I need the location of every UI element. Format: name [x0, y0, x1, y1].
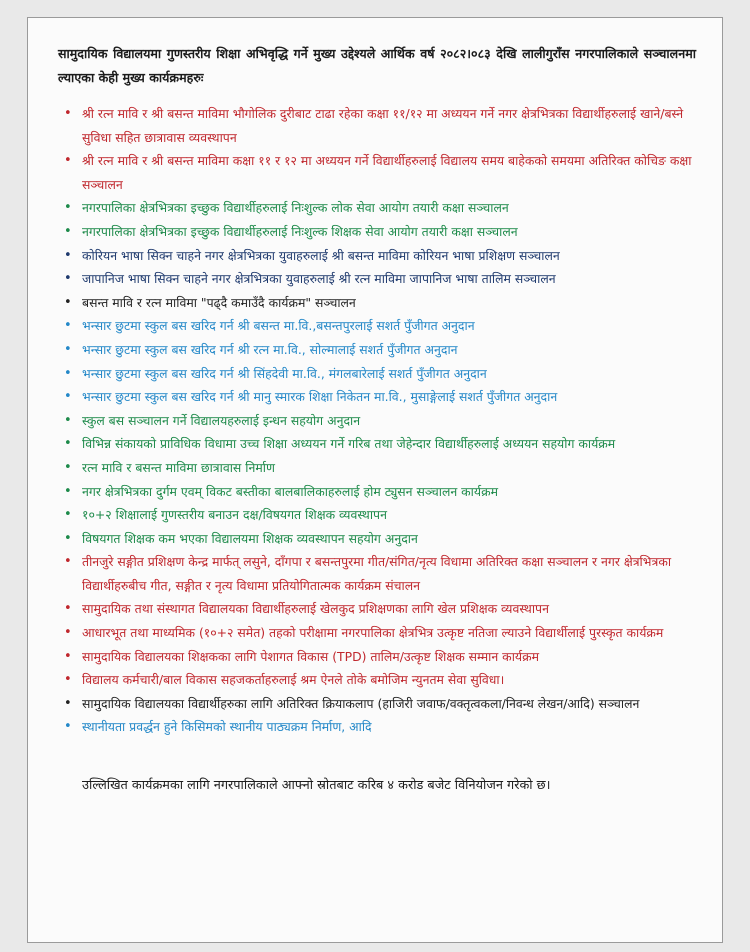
bullet-icon: • [64, 483, 72, 499]
bullet-icon: • [64, 247, 72, 263]
bullet-icon: • [64, 412, 72, 428]
bullet-icon: • [64, 601, 72, 617]
bullet-icon: • [64, 223, 72, 239]
closing-paragraph: उल्लिखित कार्यक्रमका लागि नगरपालिकाले आफ्नो स्रोतबाट करिब ४ करोड बजेट विनियोजन गरेको छ। [82, 778, 551, 794]
program-item-text: बसन्त मावि र रत्न माविमा "पढ्दै कमाउँदै कार्यक्रम" सञ्चालन [82, 294, 356, 310]
program-item-text: १०+२ शिक्षालाई गुणस्तरीय बनाउन दक्ष/विषयगत शिक्षक व्यवस्थापन [82, 507, 387, 523]
bullet-icon: • [64, 318, 72, 334]
bullet-icon: • [64, 672, 72, 688]
program-item [64, 291, 696, 315]
bullet-icon: • [64, 106, 72, 121]
program-item [64, 550, 696, 597]
bullet-icon: • [64, 436, 72, 452]
program-item-text: भन्सार छुटमा स्कुल बस खरिद गर्न श्री सिंहदेवी मा.वि., मंगलबारेलाई सशर्त पुँजीगत अनुदान [82, 365, 487, 381]
program-item-text: श्री रत्न मावि र श्री बसन्त माविमा कक्षा ११ र १२ मा अध्ययन गर्ने विद्यार्थीहरुलाई विद्यालय समय बाहेकको समयमा अतिरिक्त कोचिङ कक्षा सञ्चालन [82, 153, 692, 192]
program-item [64, 503, 696, 527]
program-item-text: आधारभूत तथा माध्यमिक (१०+२ समेत) तहको परीक्षामा नगरपालिका क्षेत्रभित्र उत्कृष्ट नतिजा ल्याउने विद्यार्थीलाई पुरस्कृत कार्यक्रम [82, 625, 664, 641]
bullet-icon: • [64, 271, 72, 287]
bullet-icon: • [64, 507, 72, 523]
program-item-text: स्कुल बस सञ्चालन गर्ने विद्यालयहरुलाई इन्धन सहयोग अनुदान [82, 412, 361, 428]
bullet-icon: • [64, 200, 72, 216]
bullet-icon: • [64, 695, 72, 711]
program-item [64, 645, 696, 669]
program-item [64, 196, 696, 220]
program-item [64, 385, 696, 409]
program-item-text: नगरपालिका क्षेत्रभित्रका इच्छुक विद्यार्थीहरुलाई निःशुल्क शिक्षक सेवा आयोग तयारी कक्षा सञ्चालन [82, 223, 518, 239]
bullet-icon: • [64, 554, 72, 570]
program-item [64, 244, 696, 268]
bullet-icon: • [64, 530, 72, 546]
program-item-text: विद्यालय कर्मचारी/बाल विकास सहजकर्ताहरुलाई श्रम ऐनले तोके बमोजिम न्युनतम सेवा सुविधा। [82, 672, 505, 688]
bullet-icon: • [64, 389, 72, 405]
program-item [64, 267, 696, 291]
program-item [64, 692, 696, 716]
bullet-icon: • [64, 459, 72, 475]
intro-paragraph: सामुदायिक विद्यालयमा गुणस्तरीय शिक्षा अभिवृद्धि गर्ने मुख्य उद्देश्यले आर्थिक वर्ष २०८२।०८३ देखि लालीगुराँस नगरपालिकाले सञ्चालनमा ल्याएका केही मुख्य कार्यक्रमहरुः [58, 46, 696, 85]
program-item-text: विषयगत शिक्षक कम भएका विद्यालयमा शिक्षक व्यवस्थापन सहयोग अनुदान [82, 530, 418, 546]
program-item-text: कोरियन भाषा सिक्न चाहने नगर क्षेत्रभित्रका युवाहरुलाई श्री बसन्त माविमा कोरियन भाषा प्रशिक्षण सञ्चालन [82, 247, 560, 263]
program-list [58, 102, 696, 739]
program-item [64, 456, 696, 480]
program-item-text: भन्सार छुटमा स्कुल बस खरिद गर्न श्री बसन्त मा.वि.,बसन्तपुरलाई सशर्त पुँजीगत अनुदान [82, 318, 475, 334]
program-item-text: नगरपालिका क्षेत्रभित्रका इच्छुक विद्यार्थीहरुलाई निःशुल्क लोक सेवा आयोग तयारी कक्षा सञ्चालन [82, 200, 509, 216]
program-item-text: स्थानीयता प्रवर्द्धन हुने किसिमको स्थानीय पाठ्यक्रम निर्माण, आदि [82, 719, 372, 735]
document-page [27, 17, 723, 943]
program-item-text: रत्न मावि र बसन्त माविमा छात्रावास निर्माण [82, 459, 275, 475]
bullet-icon: • [64, 294, 72, 310]
program-item [64, 338, 696, 362]
program-item [64, 597, 696, 621]
program-item-text: सामुदायिक तथा संस्थागत विद्यालयका विद्यार्थीहरुलाई खेलकुद प्रशिक्षणका लागि खेल प्रशिक्षक व्यवस्थापन [82, 601, 549, 617]
bullet-icon: • [64, 365, 72, 381]
bullet-icon: • [64, 625, 72, 641]
program-item-text: श्री रत्न मावि र श्री बसन्त माविमा भौगोलिक दुरीबाट टाढा रहेका कक्षा ११/१२ मा अध्ययन गर्ने नगर क्षेत्रभित्रका विद्यार्थीहरुलाई खाने/बस्ने सुविधा सहित छात्रावास व्यवस्थापन [82, 106, 684, 145]
program-item-text: विभिन्न संकायको प्राविधिक विधामा उच्च शिक्षा अध्ययन गर्ने गरिब तथा जेहेन्दार विद्यार्थीहरुलाई अध्ययन सहयोग कार्यक्रम [82, 436, 616, 452]
program-item [64, 220, 696, 244]
program-item [64, 432, 696, 456]
program-item [64, 102, 696, 149]
program-item [64, 480, 696, 504]
program-item [64, 409, 696, 433]
bullet-icon: • [64, 341, 72, 357]
bullet-icon: • [64, 153, 72, 169]
program-item-text: सामुदायिक विद्यालयका विद्यार्थीहरुका लागि अतिरिक्त क्रियाकलाप (हाजिरी जवाफ/वक्तृत्वकला/निवन्ध लेखन/आदि) सञ्चालन [82, 695, 640, 711]
program-item [64, 668, 696, 692]
program-item-text: भन्सार छुटमा स्कुल बस खरिद गर्न श्री मानु स्मारक शिक्षा निकेतन मा.वि., मुसाङ्गेलाई सशर्त पुँजीगत अनुदान [82, 389, 558, 405]
program-item [64, 715, 696, 739]
program-item-text: तीनजुरे सङ्गीत प्रशिक्षण केन्द्र मार्फत् लसुने, दाँगपा र बसन्तपुरमा गीत/संगित/नृत्य विधामा अतिरिक्त कक्षा सञ्चालन र नगर क्षेत्रभित्रका विद्यार्थीहरुबीच गीत, सङ्गीत र नृत्य विधामा प्रतियोगितात्मक कार्यक्रम संचालन [82, 554, 672, 593]
program-item [64, 362, 696, 386]
program-item-text: नगर क्षेत्रभित्रका दुर्गम एवम् विकट बस्तीका बालबालिकाहरुलाई होम ट्युसन सञ्चालन कार्यक्रम [82, 483, 498, 499]
program-item [64, 314, 696, 338]
program-item [64, 621, 696, 645]
program-item-text: भन्सार छुटमा स्कुल बस खरिद गर्न श्री रत्न मा.वि., सोल्मालाई सशर्त पुँजीगत अनुदान [82, 341, 458, 357]
program-item [64, 527, 696, 551]
program-item-text: सामुदायिक विद्यालयका शिक्षकका लागि पेशागत विकास (TPD) तालिम/उत्कृष्ट शिक्षक सम्मान कार्यक्रम [82, 648, 540, 664]
program-item [64, 149, 696, 196]
program-item-text: जापानिज भाषा सिक्न चाहने नगर क्षेत्रभित्रका युवाहरुलाई श्री रत्न माविमा जापानिज भाषा तालिम सञ्चालन [82, 271, 556, 287]
bullet-icon: • [64, 719, 72, 735]
bullet-icon: • [64, 648, 72, 664]
